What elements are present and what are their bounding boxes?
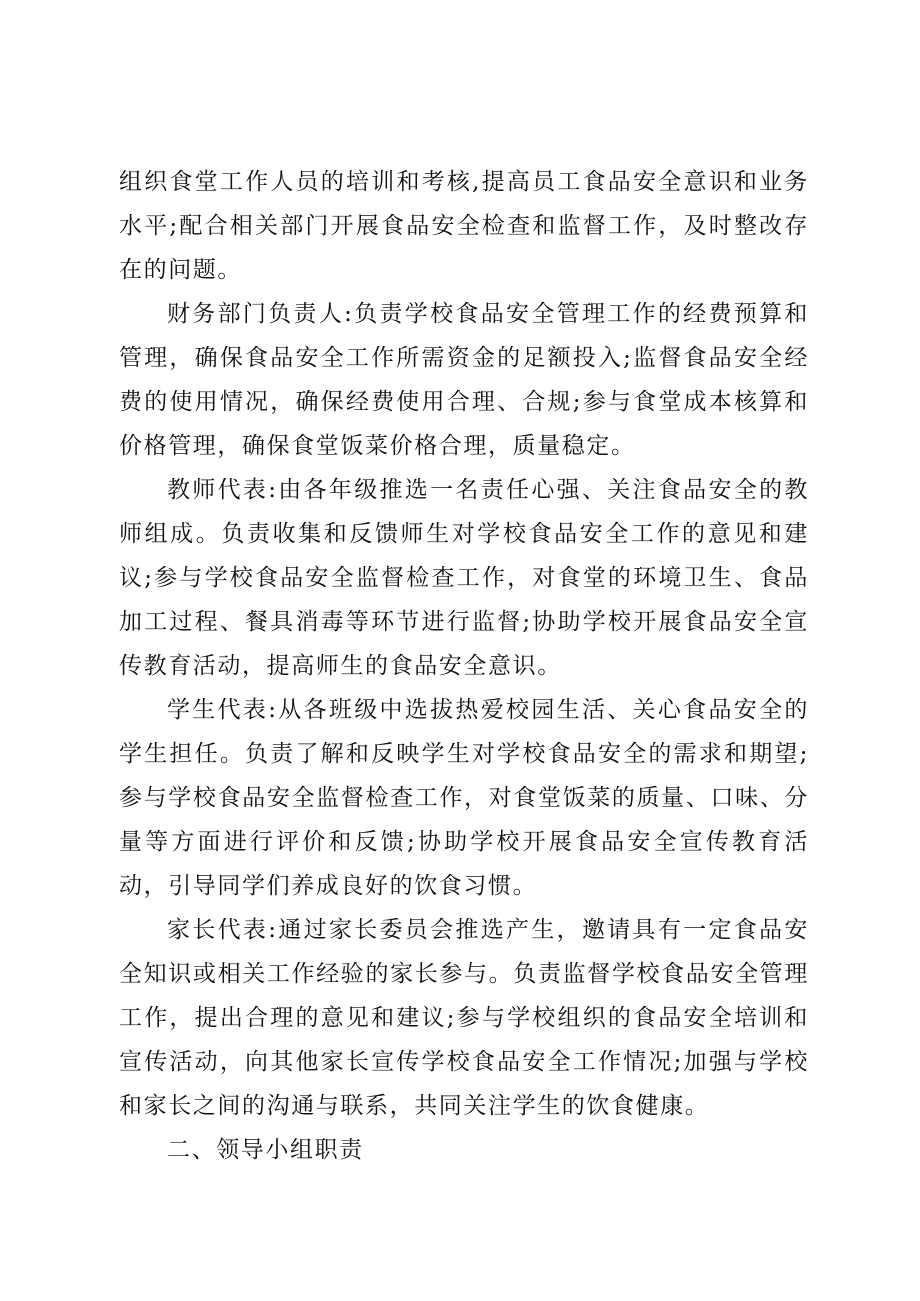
document-body — [119, 160, 809, 1172]
section-heading-leadership-duties: 二、领导小组职责 — [167, 1137, 364, 1163]
paragraph-teacher-representative: 教师代表:由各年级推选一名责任心强、关注食品安全的教师组成。负责收集和反馈师生对学校食品安全工作的意见和建议;参与学校食品安全监督检查工作，对食堂的环境卫生、食品加工过程、餐具消毒等环节进行监督;协助学校开展食品安全宣传教育活动，提高师生的食品安全意识。 — [119, 477, 809, 679]
paragraph-parent-representative: 家长代表:通过家长委员会推选产生，邀请具有一定食品安全知识或相关工作经验的家长参与。负责监督学校食品安全管理工作，提出合理的意见和建议;参与学校组织的食品安全培训和宣传活动，向其他家长宣传学校食品安全工作情况;加强与学校和家长之间的沟通与联系，共同关注学生的饮食健康。 — [119, 917, 809, 1119]
paragraph-finance-head: 财务部门负责人:负责学校食品安全管理工作的经费预算和管理，确保食品安全工作所需资金的足额投入;监督食品安全经费的使用情况，确保经费使用合理、合规;参与食堂成本核算和价格管理，确保食堂饭菜价格合理，质量稳定。 — [119, 301, 809, 459]
paragraph-student-representative: 学生代表:从各班级中选拔热爱校园生活、关心食品安全的学生担任。负责了解和反映学生对学校食品安全的需求和期望;参与学校食品安全监督检查工作，对食堂饭菜的质量、口味、分量等方面进行评价和反馈;协助学校开展食品安全宣传教育活动，引导同学们养成良好的饮食习惯。 — [119, 697, 809, 899]
paragraph-canteen-staff-duties: 组织食堂工作人员的培训和考核,提高员工食品安全意识和业务水平;配合相关部门开展食品安全检查和监督工作，及时整改存在的问题。 — [119, 169, 809, 283]
